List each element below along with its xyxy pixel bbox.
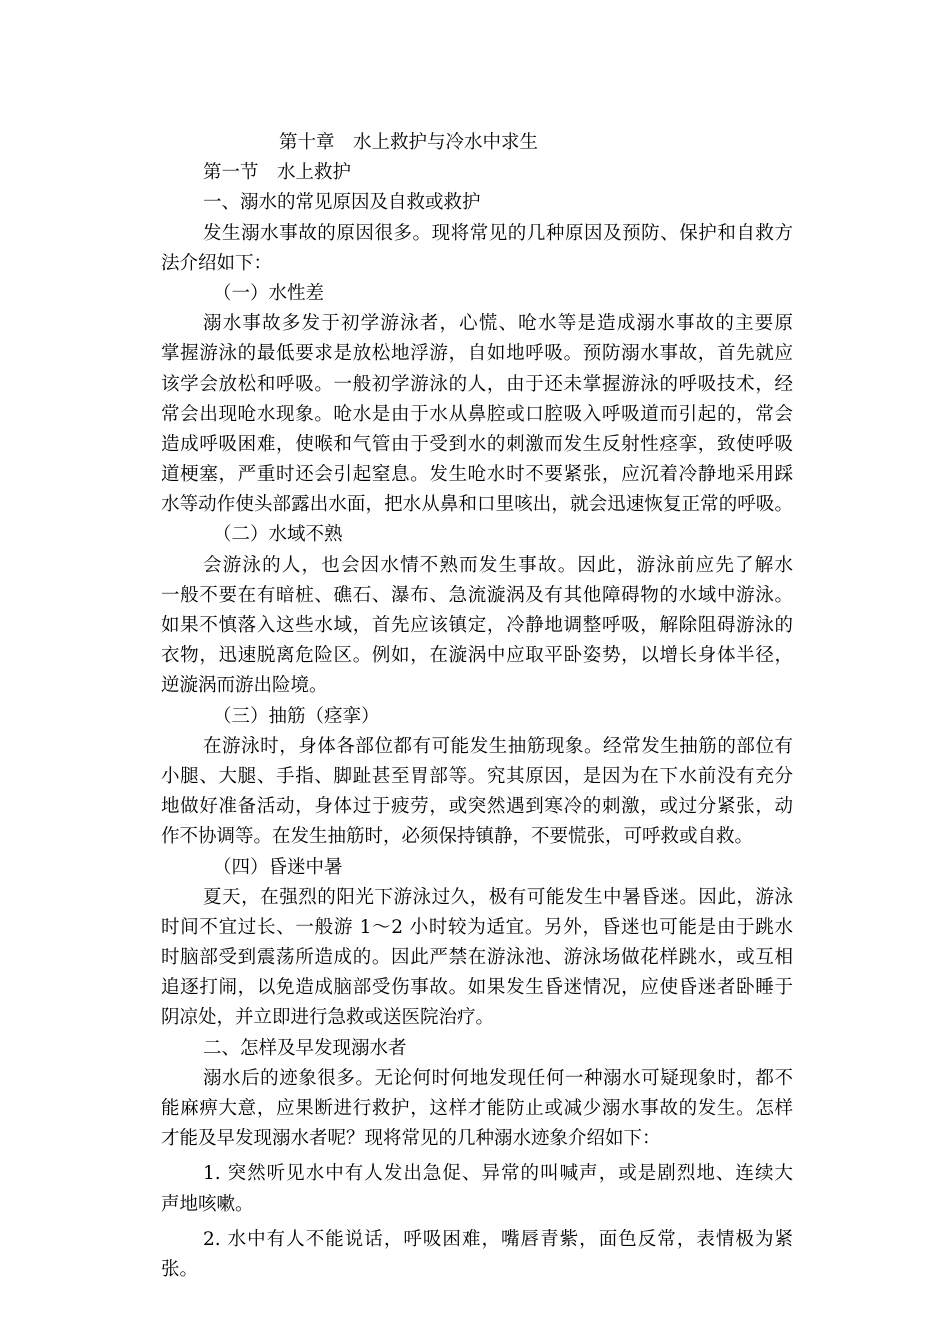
chapter-title: 第十章 水上救护与冷水中求生 bbox=[279, 132, 539, 153]
body-line: 阴凉处，并立即进行急救或送医院治疗。 bbox=[161, 1007, 495, 1029]
body-line: 衣物，迅速脱离危险区。例如，在漩涡中应取平卧姿势，以增长身体半径， bbox=[161, 645, 793, 667]
body-line: 逆漩涡而游出险境。 bbox=[161, 675, 328, 697]
list-item-line: 声地咳嗽。 bbox=[161, 1193, 254, 1215]
sub3-heading: （三）抽筋（痉挛） bbox=[213, 705, 380, 727]
list-item-line: 张。 bbox=[161, 1258, 199, 1280]
sub1-heading: （一）水性差 bbox=[213, 282, 325, 304]
body-line: 道梗塞，严重时还会引起窒息。发生呛水时不要紧张，应沉着冷静地采用踩 bbox=[161, 464, 793, 486]
list-item-line: 1. 突然听见水中有人发出急促、异常的叫喊声，或是剧烈地、连续大 bbox=[203, 1163, 793, 1185]
body-line: 造成呼吸困难，使喉和气管由于受到水的刺激而发生反射性痉挛，致使呼吸 bbox=[161, 433, 793, 455]
part2-heading: 二、怎样及早发现溺水者 bbox=[203, 1037, 407, 1059]
body-line: 溺水事故多发于初学游泳者，心慌、呛水等是造成溺水事故的主要原 bbox=[203, 313, 793, 335]
body-line: 时脑部受到震荡所造成的。因此严禁在游泳池、游泳场做花样跳水，或互相 bbox=[161, 947, 793, 969]
body-line: 掌握游泳的最低要求是放松地浮游，自如地呼吸。预防溺水事故，首先就应 bbox=[161, 343, 793, 365]
body-line: 追逐打闹，以免造成脑部受伤事故。如果发生昏迷情况，应使昏迷者卧睡于 bbox=[161, 977, 793, 999]
body-line: 一般不要在有暗桩、礁石、瀑布、急流漩涡及有其他障碍物的水域中游泳。 bbox=[161, 584, 793, 606]
body-line: 该学会放松和呼吸。一般初学游泳的人，由于还未掌握游泳的呼吸技术，经 bbox=[161, 373, 793, 395]
document-page bbox=[161, 128, 793, 1285]
body-line: 小腿、大腿、手指、脚趾甚至胃部等。究其原因，是因为在下水前没有充分 bbox=[161, 765, 793, 787]
body-line: 常会出现呛水现象。呛水是由于水从鼻腔或口腔吸入呼吸道而引起的，常会 bbox=[161, 403, 793, 425]
intro-line: 法介绍如下： bbox=[161, 252, 273, 274]
body-line: 水等动作使头部露出水面，把水从鼻和口里咳出，就会迅速恢复正常的呼吸。 bbox=[161, 494, 793, 516]
body-line: 在游泳时，身体各部位都有可能发生抽筋现象。经常发生抽筋的部位有 bbox=[203, 735, 793, 757]
body-line: 如果不慎落入这些水域，首先应该镇定，冷静地调整呼吸，解除阻碍游泳的 bbox=[161, 615, 793, 636]
body-line: 溺水后的迹象很多。无论何时何地发现任何一种溺水可疑现象时，都不 bbox=[203, 1067, 793, 1089]
body-line: 能麻痹大意，应果断进行救护，这样才能防止或减少溺水事故的发生。怎样 bbox=[161, 1098, 793, 1119]
body-line: 才能及早发现溺水者呢？现将常见的几种溺水迹象介绍如下： bbox=[161, 1128, 661, 1150]
sub4-heading: （四）昏迷中暑 bbox=[213, 856, 343, 878]
body-line: 夏天，在强烈的阳光下游泳过久，极有可能发生中暑昏迷。因此，游泳 bbox=[203, 886, 793, 908]
body-line: 作不协调等。在发生抽筋时，必须保持镇静，不要慌张，可呼救或自救。 bbox=[161, 826, 754, 848]
body-line: 时间不宜过长、一般游 1～2 小时较为适宜。另外，昏迷也可能是由于跳水 bbox=[161, 916, 793, 938]
part1-heading: 一、溺水的常见原因及自救或救护 bbox=[203, 192, 481, 214]
intro-line: 发生溺水事故的原因很多。现将常见的几种原因及预防、保护和自救方 bbox=[203, 222, 793, 244]
section-title: 第一节 水上救护 bbox=[203, 162, 352, 184]
body-line: 地做好准备活动，身体过于疲劳，或突然遇到寒冷的刺激，或过分紧张，动 bbox=[161, 796, 793, 818]
sub2-heading: （二）水域不熟 bbox=[213, 524, 343, 546]
body-line: 会游泳的人，也会因水情不熟而发生事故。因此，游泳前应先了解水 bbox=[203, 554, 793, 576]
list-item-line: 2. 水中有人不能说话，呼吸困难，嘴唇青紫，面色反常，表情极为紧 bbox=[203, 1228, 793, 1250]
